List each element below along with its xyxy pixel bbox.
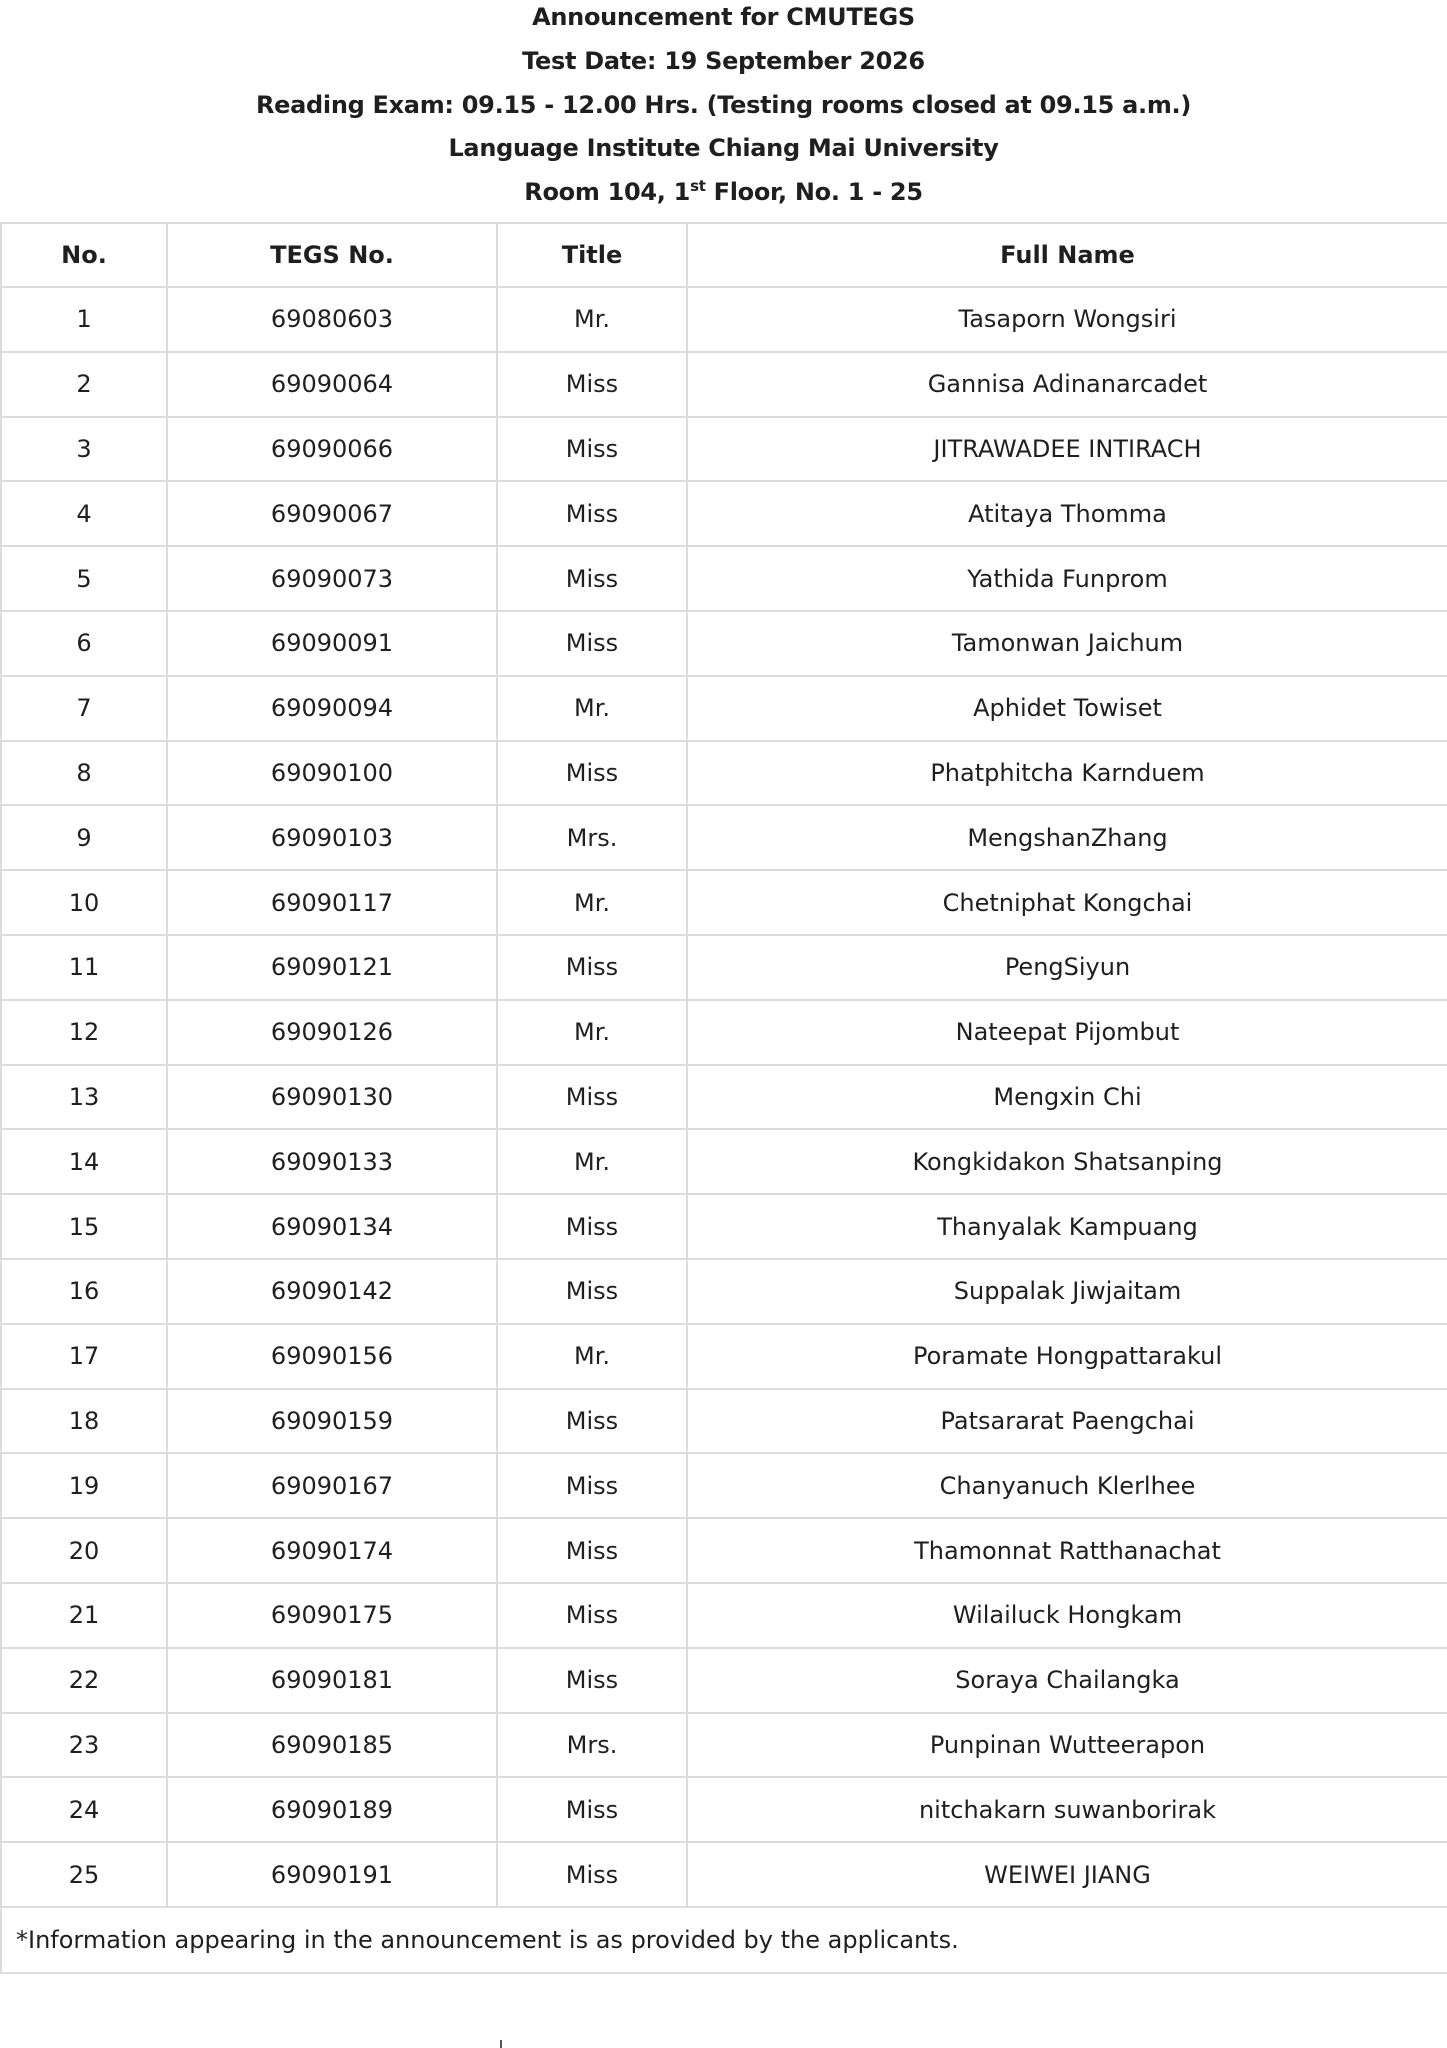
cell-tegs-no: 69090134	[167, 1194, 497, 1259]
cell-title: Miss	[497, 1453, 687, 1518]
cell-tegs-no: 69090117	[167, 870, 497, 935]
cell-tegs-no: 69090064	[167, 352, 497, 417]
announcement-title: Announcement for CMUTEGS	[532, 3, 915, 31]
cell-title: Mrs.	[497, 1713, 687, 1778]
institute-name: Language Institute Chiang Mai University	[448, 134, 999, 163]
table-row	[1, 287, 1447, 352]
cell-full-name: Thamonnat Ratthanachat	[687, 1518, 1447, 1583]
cell-full-name: Chanyanuch Klerlhee	[687, 1453, 1447, 1518]
cell-title: Mr.	[497, 1000, 687, 1065]
table-row	[1, 870, 1447, 935]
cell-full-name: Thanyalak Kampuang	[687, 1194, 1447, 1259]
cell-tegs-no: 69090191	[167, 1842, 497, 1907]
cell-full-name: Tasaporn Wongsiri	[687, 287, 1447, 352]
cell-tegs-no: 69090073	[167, 546, 497, 611]
table-row	[1, 1389, 1447, 1454]
table-row	[1, 1713, 1447, 1778]
column-header-title: Title	[497, 223, 687, 287]
table-row	[1, 417, 1447, 482]
cell-no: 17	[1, 1324, 167, 1389]
cell-tegs-no: 69090142	[167, 1259, 497, 1324]
cell-full-name: Kongkidakon Shatsanping	[687, 1129, 1447, 1194]
floor-ordinal-suffix: st	[690, 177, 706, 196]
cell-title: Miss	[497, 1648, 687, 1713]
cell-tegs-no: 69090103	[167, 805, 497, 870]
cell-no: 1	[1, 287, 167, 352]
cell-no: 14	[1, 1129, 167, 1194]
column-header-full-name: Full Name	[687, 223, 1447, 287]
column-header-no: No.	[1, 223, 167, 287]
cell-full-name: MengshanZhang	[687, 805, 1447, 870]
cell-title: Mr.	[497, 1324, 687, 1389]
table-row	[1, 352, 1447, 417]
table-row	[1, 611, 1447, 676]
cell-full-name: Atitaya Thomma	[687, 481, 1447, 546]
cell-full-name: Yathida Funprom	[687, 546, 1447, 611]
cell-no: 13	[1, 1065, 167, 1130]
cell-full-name: Mengxin Chi	[687, 1065, 1447, 1130]
cell-full-name: Aphidet Towiset	[687, 676, 1447, 741]
cell-title: Miss	[497, 1194, 687, 1259]
cell-full-name: Patsararat Paengchai	[687, 1389, 1447, 1454]
table-row	[1, 1777, 1447, 1842]
table-row	[1, 481, 1447, 546]
cell-tegs-no: 69090130	[167, 1065, 497, 1130]
cell-tegs-no: 69090067	[167, 481, 497, 546]
table-row	[1, 935, 1447, 1000]
cell-no: 22	[1, 1648, 167, 1713]
cell-no: 8	[1, 741, 167, 806]
cell-tegs-no: 69090174	[167, 1518, 497, 1583]
cell-no: 18	[1, 1389, 167, 1454]
cell-no: 25	[1, 1842, 167, 1907]
table-row	[1, 1259, 1447, 1324]
cell-no: 24	[1, 1777, 167, 1842]
cell-tegs-no: 69090181	[167, 1648, 497, 1713]
cell-title: Miss	[497, 1777, 687, 1842]
room-info-prefix: Room 104, 1	[524, 178, 691, 207]
cell-no: 16	[1, 1259, 167, 1324]
cell-tegs-no: 69090156	[167, 1324, 497, 1389]
table-row	[1, 1129, 1447, 1194]
room-info	[0, 175, 1447, 219]
table-body	[1, 287, 1447, 1907]
cell-full-name: Tamonwan Jaichum	[687, 611, 1447, 676]
cell-no: 6	[1, 611, 167, 676]
table-row	[1, 1065, 1447, 1130]
cell-title: Miss	[497, 1389, 687, 1454]
cell-full-name: Gannisa Adinanarcadet	[687, 352, 1447, 417]
cell-tegs-no: 69090094	[167, 676, 497, 741]
cell-tegs-no: 69090066	[167, 417, 497, 482]
cell-full-name: Phatphitcha Karnduem	[687, 741, 1447, 806]
cell-tegs-no: 69090189	[167, 1777, 497, 1842]
cell-tegs-no: 69090185	[167, 1713, 497, 1778]
cell-title: Miss	[497, 741, 687, 806]
room-info-suffix: Floor, No. 1 - 25	[705, 178, 923, 207]
cell-tegs-no: 69090091	[167, 611, 497, 676]
cell-full-name: Nateepat Pijombut	[687, 1000, 1447, 1065]
exam-time: Reading Exam: 09.15 - 12.00 Hrs. (Testing rooms closed at 09.15 a.m.)	[255, 90, 1192, 119]
cell-tegs-no: 69090167	[167, 1453, 497, 1518]
table-row	[1, 805, 1447, 870]
table-row	[1, 1000, 1447, 1065]
cell-title: Miss	[497, 1583, 687, 1648]
table-row	[1, 546, 1447, 611]
page-edge-mark	[500, 2040, 502, 2048]
cell-title: Miss	[497, 611, 687, 676]
cell-no: 11	[1, 935, 167, 1000]
cell-no: 23	[1, 1713, 167, 1778]
cell-no: 10	[1, 870, 167, 935]
cell-no: 9	[1, 805, 167, 870]
table-row	[1, 1324, 1447, 1389]
cell-no: 20	[1, 1518, 167, 1583]
cell-full-name: JITRAWADEE INTIRACH	[687, 417, 1447, 482]
table-row	[1, 1453, 1447, 1518]
cell-full-name: PengSiyun	[687, 935, 1447, 1000]
cell-title: Mr.	[497, 676, 687, 741]
table-row	[1, 741, 1447, 806]
table-header-row	[1, 223, 1447, 287]
cell-title: Miss	[497, 417, 687, 482]
announcement-header	[0, 0, 1447, 219]
table-row	[1, 1194, 1447, 1259]
column-header-tegs-no: TEGS No.	[167, 223, 497, 287]
cell-title: Miss	[497, 352, 687, 417]
cell-tegs-no: 69090121	[167, 935, 497, 1000]
cell-no: 4	[1, 481, 167, 546]
cell-no: 3	[1, 417, 167, 482]
cell-tegs-no: 69080603	[167, 287, 497, 352]
cell-full-name: Poramate Hongpattarakul	[687, 1324, 1447, 1389]
cell-no: 21	[1, 1583, 167, 1648]
cell-title: Mr.	[497, 287, 687, 352]
cell-title: Miss	[497, 1518, 687, 1583]
table-row	[1, 1518, 1447, 1583]
cell-no: 2	[1, 352, 167, 417]
table-row	[1, 1842, 1447, 1907]
footnote-row	[1, 1907, 1447, 1973]
footnote: *Information appearing in the announcement is as provided by the applicants.	[1, 1907, 1447, 1973]
cell-no: 19	[1, 1453, 167, 1518]
test-date: Test Date: 19 September 2026	[522, 46, 925, 75]
cell-title: Miss	[497, 481, 687, 546]
cell-no: 12	[1, 1000, 167, 1065]
cell-title: Miss	[497, 1065, 687, 1130]
cell-title: Miss	[497, 1259, 687, 1324]
cell-no: 5	[1, 546, 167, 611]
cell-title: Mrs.	[497, 805, 687, 870]
cell-title: Mr.	[497, 870, 687, 935]
cell-title: Miss	[497, 1842, 687, 1907]
table-row	[1, 676, 1447, 741]
cell-title: Miss	[497, 546, 687, 611]
table-row	[1, 1648, 1447, 1713]
cell-no: 15	[1, 1194, 167, 1259]
cell-full-name: Chetniphat Kongchai	[687, 870, 1447, 935]
cell-no: 7	[1, 676, 167, 741]
table-row	[1, 1583, 1447, 1648]
cell-tegs-no: 69090159	[167, 1389, 497, 1454]
cell-title: Miss	[497, 935, 687, 1000]
examinee-table	[0, 222, 1447, 1974]
cell-full-name: nitchakarn suwanborirak	[687, 1777, 1447, 1842]
cell-full-name: Wilailuck Hongkam	[687, 1583, 1447, 1648]
cell-tegs-no: 69090100	[167, 741, 497, 806]
cell-full-name: Soraya Chailangka	[687, 1648, 1447, 1713]
cell-full-name: Suppalak Jiwjaitam	[687, 1259, 1447, 1324]
cell-full-name: WEIWEI JIANG	[687, 1842, 1447, 1907]
cell-tegs-no: 69090126	[167, 1000, 497, 1065]
cell-tegs-no: 69090175	[167, 1583, 497, 1648]
cell-title: Mr.	[497, 1129, 687, 1194]
cell-tegs-no: 69090133	[167, 1129, 497, 1194]
cell-full-name: Punpinan Wutteerapon	[687, 1713, 1447, 1778]
